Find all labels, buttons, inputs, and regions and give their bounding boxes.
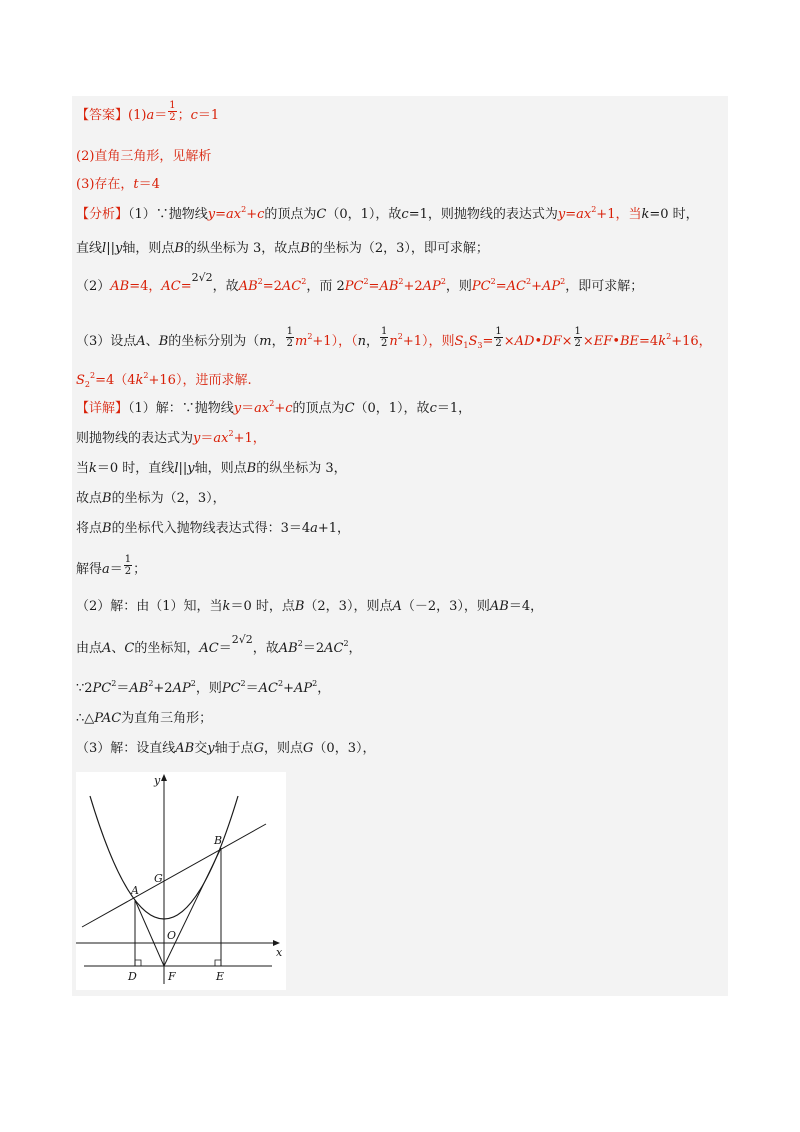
detail-line-3: 当k＝0 时，直线l||y轴，则点B的纵坐标为 3， — [76, 461, 347, 476]
label-e: E — [216, 970, 225, 983]
detail-line-11: （3）解：设直线AB交y轴于点G，则点G（0，3）， — [76, 741, 376, 756]
detail-line-6: 解得a＝ $\frac{1}{2}$ ； — [76, 554, 147, 577]
detail-line-4: 故点B的坐标为（2，3）， — [76, 491, 226, 506]
parabola-diagram — [76, 772, 286, 990]
fraction: $\frac{1}{2}$ — [169, 100, 176, 123]
detail-line-2: 则抛物线的表达式为$y=ax^2+1$， — [76, 429, 266, 446]
label-y: y — [154, 774, 161, 787]
sqrt-expression: 2√2 — [191, 271, 213, 284]
label-x: x — [276, 946, 283, 959]
fraction: $\frac{1}{2}$ — [124, 554, 132, 577]
fraction: $\frac{1}{2}$ — [286, 326, 293, 349]
analysis-line-3: （2）AB=4，AC=2√2，故$AB^2=2AC^2$，而 $2PC^2=AB^2+2AP^2$，则$PC^2=AC^2+AP^2$，即可求解； — [76, 271, 644, 294]
detail-line-9: $\because 2PC^2=AB^2+2AP^2$，则$PC^2=AC^2+AP^2$， — [76, 679, 331, 696]
analysis-line-2: 直线l||y轴，则点B的纵坐标为 3，故点B的坐标为（2，3），即可求解； — [76, 241, 489, 256]
segment-af — [135, 900, 164, 966]
answer-line-2: (2)直角三角形，见解析 — [76, 149, 212, 164]
answer-tag: 【答案】 — [76, 108, 129, 123]
label-a: A — [131, 884, 139, 897]
detail-line-7: （2）解：由（1）知，当k＝0 时，点B（2，3），则点A（－2，3），则AB＝4， — [76, 599, 544, 614]
label-f: F — [168, 970, 176, 983]
detail-line-5: 将点B的坐标代入抛物线表达式得：3＝4a+1， — [76, 521, 351, 536]
answer-line-1: 【答案】(1)a＝ $\frac{1}{2}$ ；c＝1 — [76, 100, 220, 123]
detail-tag: 【详解】 — [76, 401, 129, 416]
analysis-line-1: 【分析】（1）∵抛物线$y=ax^2+c$的顶点为C（0，1），故c=1，则抛物线的表达式为$y=ax^2+1$，当k=0 时， — [76, 205, 699, 222]
right-angle-e — [215, 960, 221, 966]
fraction: $\frac{1}{2}$ — [380, 326, 388, 349]
analysis-line-4: （3）设点A、B的坐标分别为（m， $\frac{1}{2}$ $m^2+1$），（n， $\frac{1}{2}$ $n^2+1$），则$S_1S_3=$ $\frac{1}{2}$ ×AD•DF× $\frac{1}{2}$ $\times EF•BE=4k^2+16$， — [76, 326, 712, 350]
label-b: B — [214, 834, 223, 847]
fraction: $\frac{1}{2}$ — [574, 326, 581, 349]
analysis-line-5: $S_2^2=4(4k^2+16)$，进而求解. — [76, 371, 252, 389]
y-axis-arrow — [161, 774, 167, 781]
answer-line-3: (3)存在，t＝4 — [76, 177, 160, 192]
right-angle-d — [135, 960, 141, 966]
label-g: G — [154, 872, 163, 885]
label-o: O — [167, 929, 177, 942]
label-d: D — [128, 970, 137, 983]
line-ab — [82, 824, 266, 927]
sqrt-expression: 2√2 — [231, 633, 253, 646]
analysis-tag: 【分析】 — [76, 207, 129, 222]
detail-line-10: ∴△PAC为直角三角形； — [76, 711, 213, 726]
detail-line-8: 由点A、C的坐标知，AC＝2√2，故$AB^2=2AC^2$， — [76, 633, 362, 656]
detail-line-1: 【详解】（1）解：∵抛物线$y=ax^2+c$的顶点为C（0，1），故c＝1， — [76, 399, 472, 416]
geometry-figure — [76, 772, 286, 990]
fraction: $\frac{1}{2}$ — [495, 326, 502, 349]
